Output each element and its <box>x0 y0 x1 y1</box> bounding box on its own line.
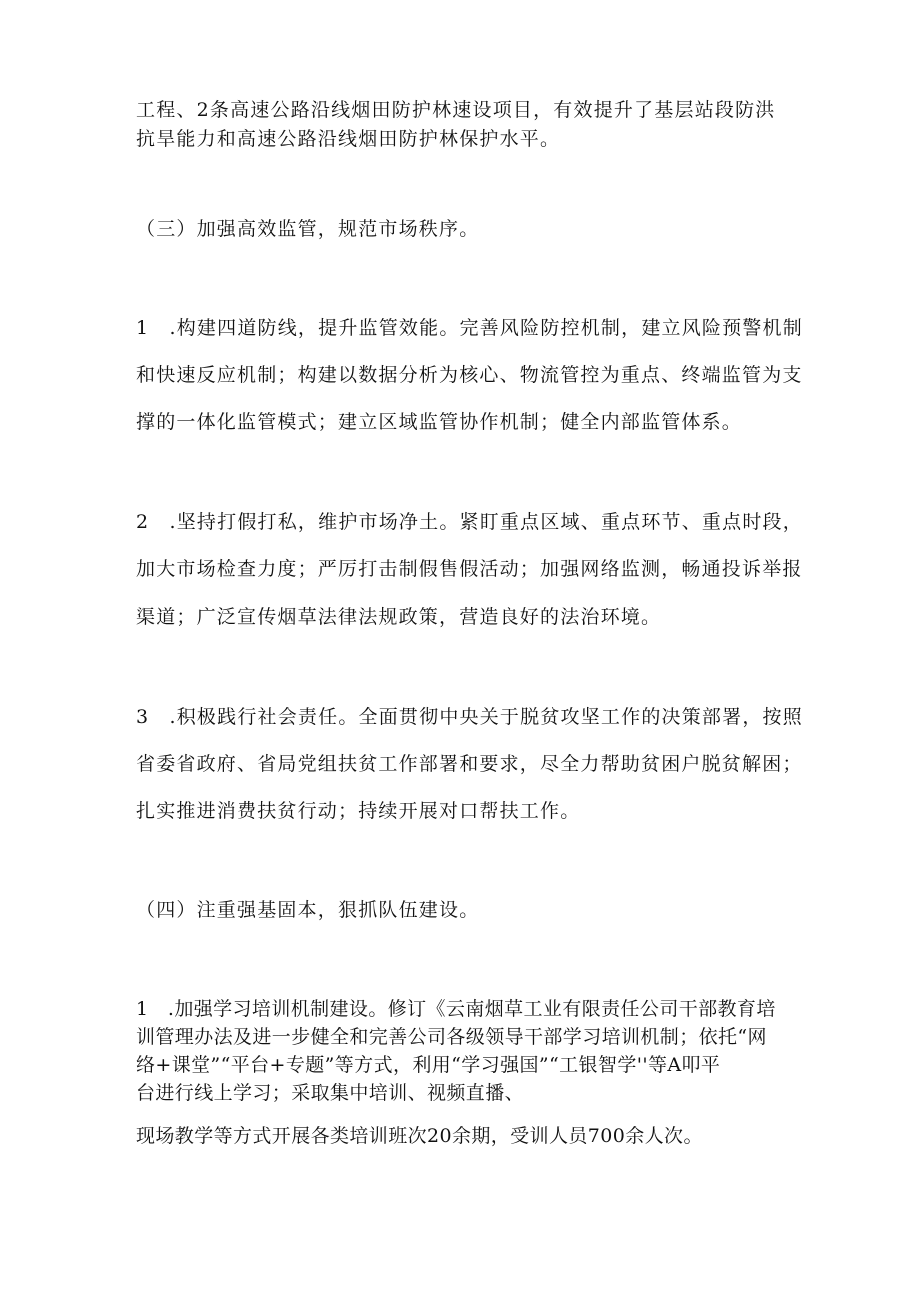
text-line: 和快速反应机制；构建以数据分析为核心、物流管控为重点、终端监管为支 <box>136 364 803 386</box>
text-line: 省委省政府、省局党组扶贫工作部署和要求，尽全力帮助贫困户脱贫解困； <box>136 753 803 775</box>
text-line: 1 .构建四道防线，提升监管效能。完善风险防控机制，建立风险预警机制 <box>136 317 803 339</box>
text-line: 加大市场检查力度；严厉打击制假售假活动；加强网络监测，畅通投诉举报 <box>136 558 803 580</box>
text-line: 3 .积极践行社会责任。全面贯彻中央关于脱贫攻坚工作的决策部署，按照 <box>136 706 803 728</box>
text-line: 工程、2条高速公路沿线烟田防护林速设项目，有效提升了基层站段防洪 <box>136 99 776 121</box>
text-line: 扎实推进消费扶贫行动；持续开展对口帮扶工作。 <box>136 800 581 822</box>
text-line: 络+课堂”“平台+专题”等方式，利用“学习强国”“工银智学''等A叩平 <box>136 1054 721 1076</box>
text-line: 1 .加强学习培训机制建设。修订《云南烟草工业有限责任公司干部教育培 <box>136 998 776 1020</box>
text-line: 2 .坚持打假打私，维护市场净土。紧盯重点区域、重点环节、重点时段， <box>136 511 803 533</box>
text-line: 撑的一体化监管模式；建立区域监管协作机制；健全内部监管体系。 <box>136 411 743 433</box>
text-line: 抗旱能力和高速公路沿线烟田防护林保护水平。 <box>136 128 561 150</box>
text-line: 现场教学等方式开展各类培训班次20余期，受训人员700余人次。 <box>136 1125 703 1147</box>
text-line: 训管理办法及进一步健全和完善公司各级领导干部学习培训机制；依托“网 <box>136 1026 767 1048</box>
section-title: （四）注重强基固本，狠抓队伍建设。 <box>136 899 480 921</box>
text-line: 渠道；广泛宣传烟草法律法规政策，营造良好的法治环境。 <box>136 606 662 628</box>
section-title: （三）加强高效监管，规范市场秩序。 <box>136 218 480 240</box>
text-line: 台进行线上学习；采取集中培训、视频直播、 <box>136 1082 525 1104</box>
